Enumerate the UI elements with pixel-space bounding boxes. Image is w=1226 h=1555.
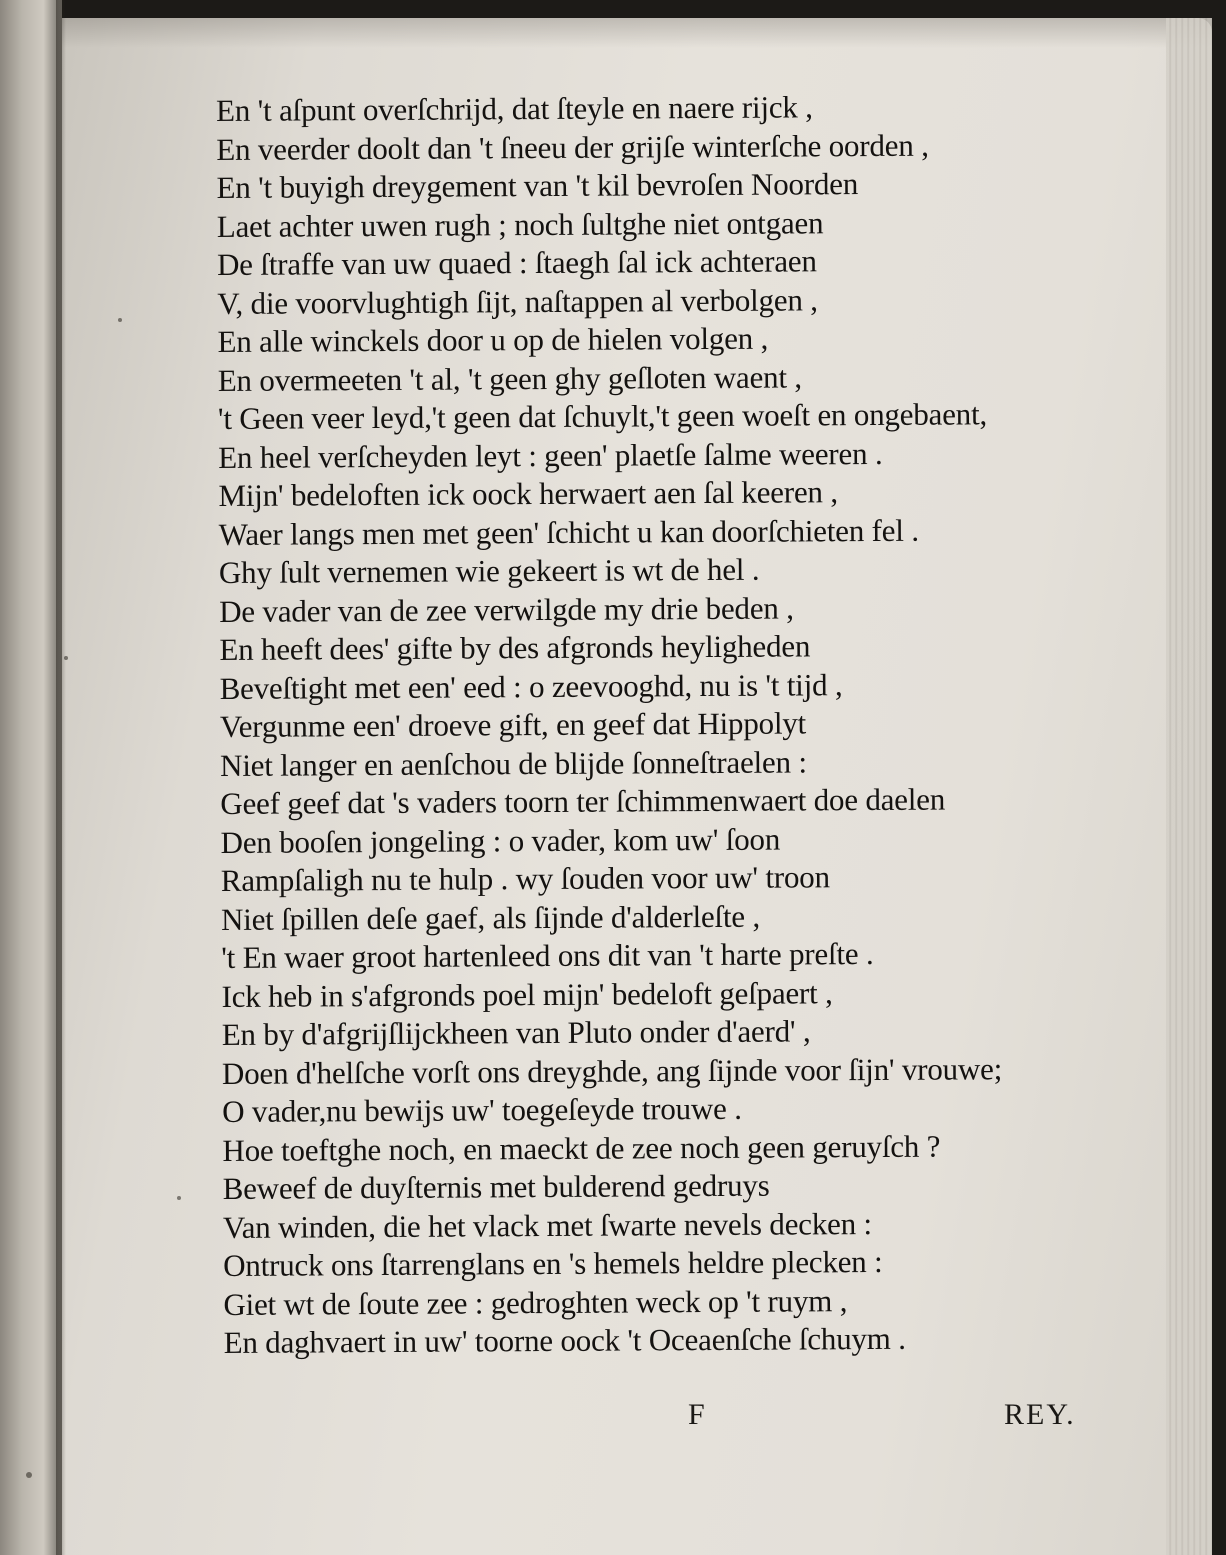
paper-speck	[26, 1472, 32, 1478]
paper-speck	[64, 656, 68, 660]
page-top-shadow	[62, 18, 1212, 48]
verse-line: Ick heb in s'afgronds poel mijn' bedeloft geſpaert ,	[221, 974, 833, 1014]
verse-line: Hoe toeftghe noch, en maeckt de zee noch geen geruyſch ?	[222, 1128, 941, 1168]
verse-line: En veerder doolt dan 't ſneeu der grijſe winterſche oorden ,	[216, 127, 929, 167]
verse-line: 't Geen veer leyd,'t geen dat ſchuylt,'t geen woeſt en ongebaent,	[217, 396, 988, 436]
paper-speck	[118, 318, 122, 322]
verse-line: Niet ſpillen deſe gaef, als ſijnde d'alderleſte ,	[220, 898, 761, 937]
verse-line: En heeft dees' gifte by des afgronds heyligheden	[219, 628, 811, 667]
verse-line: De vader van de zee verwilgde my drie beden ,	[219, 589, 794, 629]
verse-line: En by d'afgrijſlijckheen van Pluto onder d'aerd' ,	[221, 1013, 811, 1052]
verse-line: Van winden, die het vlack met ſwarte nevels decken :	[222, 1205, 873, 1245]
verse-line: Niet langer en aenſchou de blijde ſonneſtraelen :	[220, 743, 807, 783]
verse-line: Laet achter uwen rugh ; noch ſultghe niet ontgaen	[216, 204, 824, 244]
verse-line: Giet wt de ſoute zee : gedroghten weck op 't ruym ,	[223, 1282, 848, 1322]
signature-mark: F	[688, 1398, 705, 1431]
gutter-shadow	[56, 0, 66, 1555]
verse-line: Den booſen jongeling : o vader, kom uw' ſoon	[220, 821, 781, 860]
verse-line: Beveſtight met een' eed : o zeevooghd, nu is 't tijd ,	[219, 666, 843, 706]
verse-line: Beweef de duyſternis met bulderend gedruys	[222, 1167, 770, 1206]
verse-line: En 't aſpunt overſchrijd, dat ſteyle en naere rijck ,	[216, 89, 813, 128]
verse-line: En 't buyigh dreygement van 't kil bevroſen Noorden	[216, 166, 859, 205]
verse-line: De ſtraffe van uw quaed : ſtaegh ſal ick achteraen	[216, 243, 817, 282]
verse-line: Ontruck ons ſtarrenglans en 's hemels heldre plecken :	[223, 1243, 883, 1283]
verse-line: En overmeeten 't al, 't geen ghy geſloten waent ,	[217, 358, 802, 398]
verse-line: Mijn' bedeloften ick oock herwaert aen ſal keeren ,	[218, 474, 838, 513]
verse-line: Rampſaligh nu te hulp . wy ſouden voor uw' troon	[220, 859, 830, 898]
verse-line: Geef geef dat 's vaders toorn ter ſchimmenwaert doe daelen	[220, 781, 946, 821]
facing-page-edge	[0, 0, 62, 1555]
verse-line: En heel verſcheyden leyt : geen' plaetſe ſalme weeren .	[218, 435, 883, 475]
paper-speck	[177, 1196, 181, 1200]
verse-line: Ghy ſult vernemen wie gekeert is wt de hel .	[218, 551, 760, 590]
catchword: REY.	[1004, 1398, 1076, 1431]
verse-text	[216, 86, 1174, 1362]
verse-line: En alle winckels door u op de hielen volgen ,	[217, 320, 769, 359]
verse-line: Doen d'helſche vorſt ons dreyghde, ang ſijnde voor ſijn' vrouwe;	[221, 1050, 1003, 1091]
verse-line: 't En waer groot hartenleed ons dit van 't harte preſte .	[221, 935, 874, 975]
verse-line: V, die voorvlughtigh ſijt, naſtappen al verbolgen ,	[217, 281, 818, 321]
verse-line: O vader,nu bewijs uw' toegeſeyde trouwe .	[222, 1090, 742, 1129]
verse-line: Vergunme een' droeve gift, en geef dat Hippolyt	[219, 705, 807, 744]
verse-line: Waer langs men met geen' ſchicht u kan doorſchieten fel .	[218, 512, 919, 552]
verse-line: En daghvaert in uw' toorne oock 't Oceaenſche ſchuym .	[223, 1320, 906, 1360]
